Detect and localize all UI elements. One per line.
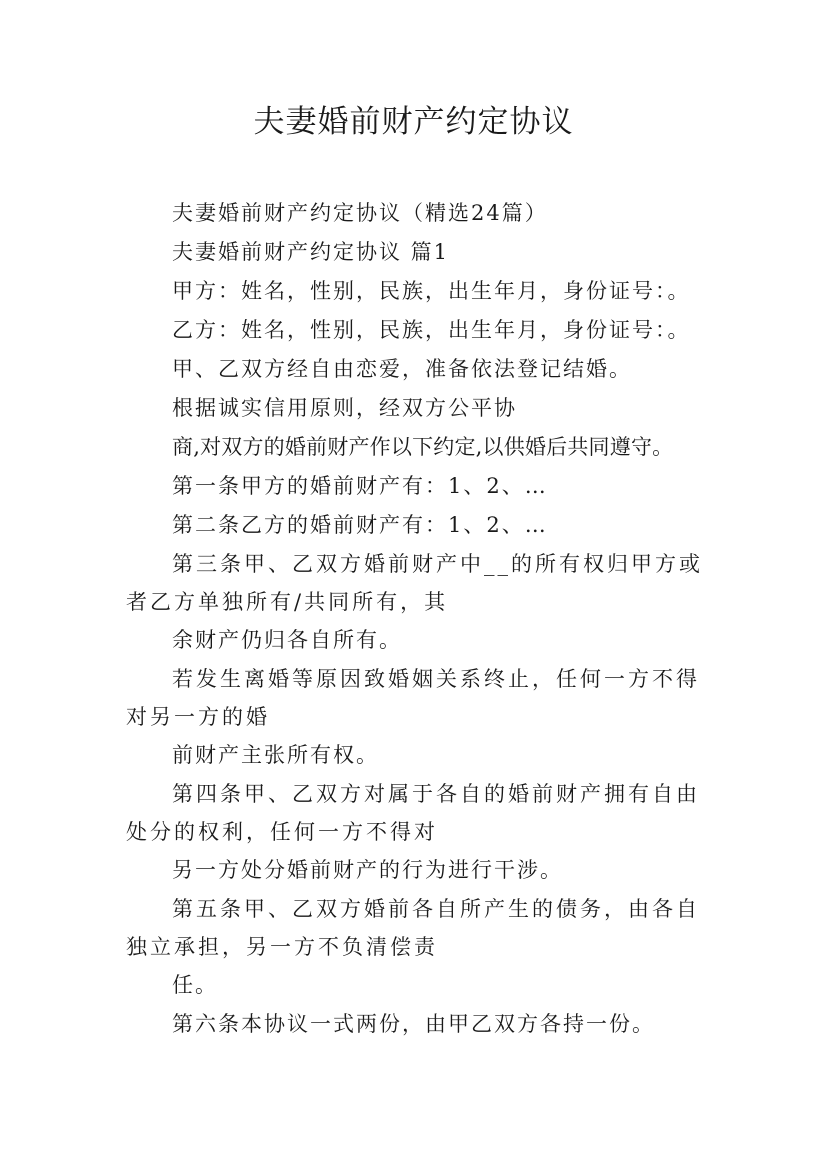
paragraph: 商,对双方的婚前财产作以下约定,以供婚后共同遵守。 [172,435,674,459]
paragraph: 第五条甲、乙双方婚前各自所产生的债务，由各自独立承担，另一方不负清偿责 [126,897,700,959]
paragraph: 夫妻婚前财产约定协议（精选24篇） [172,201,548,225]
paragraph: 另一方处分婚前财产的行为进行干涉。 [172,858,563,882]
paragraph: 若发生离婚等原因致婚姻关系终止，任何一方不得对另一方的婚 [126,667,700,729]
paragraph: 甲、乙双方经自由恋爱，准备依法登记结婚。 [172,357,632,381]
paragraph: 前财产主张所有权。 [172,743,379,767]
paragraph: 第二条乙方的婚前财产有：1、2、… [172,513,548,537]
paragraph: 余财产仍归各自所有。 [172,628,402,652]
document-title: 夫妻婚前财产约定协议 [253,104,574,140]
paragraph: 第四条甲、乙双方对属于各自的婚前财产拥有自由处分的权利，任何一方不得对 [126,782,700,844]
paragraph: 第三条甲、乙双方婚前财产中__的所有权归甲方或者乙方单独所有/共同所有，其 [126,552,703,614]
paragraph: 根据诚实信用原则，经双方公平协 [172,396,517,420]
paragraph: 第一条甲方的婚前财产有：1、2、… [172,474,548,498]
paragraph: 夫妻婚前财产约定协议 篇1 [172,240,450,264]
document-body [126,194,711,1044]
paragraph: 任。 [172,973,218,997]
paragraph: 第六条本协议一式两份，由甲乙双方各持一份。 [172,1012,655,1036]
paragraph: 甲方：姓名，性别，民族，出生年月，身份证号：。 [172,279,691,303]
paragraph: 乙方：姓名，性别，民族，出生年月，身份证号：。 [172,318,691,342]
